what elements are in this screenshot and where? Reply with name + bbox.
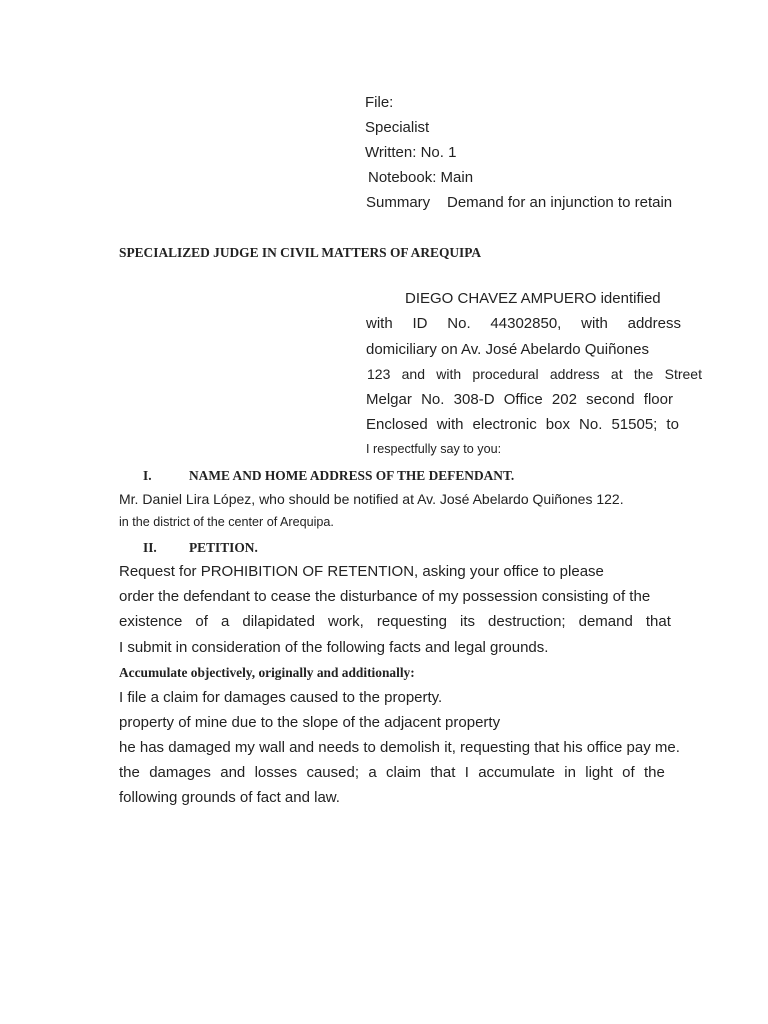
section-1-numeral: I. [143, 468, 152, 483]
petition-line-4: I submit in consideration of the following facts and legal grounds. [119, 639, 549, 656]
word: No. [421, 391, 445, 408]
plaintiff-line-2 [366, 315, 681, 332]
defendant-line-1: Mr. Daniel Lira López, who should be notified at Av. José Abelardo Quiñones 122. [119, 491, 624, 507]
word: address [627, 315, 681, 332]
written-label: Written: No. 1 [365, 144, 457, 161]
word: requesting [376, 613, 447, 630]
summary-text: Demand for an injunction to retain [447, 194, 673, 211]
word: No. [579, 416, 603, 433]
plaintiff-line-3: domiciliary on Av. José Abelardo Quiñones [366, 341, 649, 358]
word: dilapidated [242, 613, 315, 630]
claim-line-5: following grounds of fact and law. [119, 789, 340, 806]
word: I [464, 764, 469, 781]
word: Melgar [366, 391, 412, 408]
word: box [545, 416, 570, 433]
word: light [585, 764, 613, 781]
word: No. [447, 315, 471, 332]
word: and [401, 366, 425, 382]
word: address [549, 366, 600, 382]
plaintiff-line-7: I respectfully say to you: [366, 442, 502, 456]
word: accumulate [478, 764, 555, 781]
word: procedural [472, 366, 539, 382]
claim-line-4 [119, 764, 665, 781]
word: in [564, 764, 576, 781]
word: a [368, 764, 377, 781]
word: its [459, 613, 475, 630]
word: with [436, 416, 464, 433]
word: of [622, 764, 635, 781]
word: floor [643, 391, 673, 408]
word: with [581, 315, 608, 332]
word: existence [119, 613, 183, 630]
word: Street [664, 366, 702, 382]
word: caused; [306, 764, 359, 781]
word: demand [578, 613, 633, 630]
word: the [643, 764, 665, 781]
defendant-line-2: in the district of the center of Arequipa. [119, 515, 334, 529]
file-label: File: [365, 94, 394, 111]
petition-line-3 [119, 613, 671, 630]
plaintiff-line-4 [367, 366, 702, 382]
word: 202 [551, 391, 577, 408]
word: 44302850, [490, 315, 562, 332]
petition-line-2: order the defendant to cease the disturbance of my possession consisting of the [119, 588, 651, 605]
claim-line-1: I file a claim for damages caused to the property. [119, 689, 443, 706]
word: work, [327, 613, 364, 630]
word: second [586, 391, 635, 408]
specialist-label: Specialist [365, 119, 430, 136]
word: ID [412, 315, 428, 332]
section-2-title: PETITION. [189, 540, 258, 555]
claim-line-3: he has damaged my wall and needs to demolish it, requesting that his office pay me. [119, 739, 680, 756]
accumulate-heading: Accumulate objectively, originally and additionally: [119, 665, 415, 680]
word: electronic [472, 416, 537, 433]
claim-line-2: property of mine due to the slope of the adjacent property [119, 714, 501, 731]
word: Office [503, 391, 543, 408]
petition-line-1: Request for PROHIBITION OF RETENTION, asking your office to please [119, 563, 604, 580]
word: with [436, 366, 462, 382]
plaintiff-line-6 [366, 416, 679, 433]
word: losses [254, 764, 298, 781]
word: to [666, 416, 679, 433]
word: Enclosed [366, 416, 428, 433]
word: that [645, 613, 671, 630]
word: of [195, 613, 208, 630]
judge-heading: SPECIALIZED JUDGE IN CIVIL MATTERS OF AREQUIPA [119, 245, 482, 260]
word: a [220, 613, 230, 630]
word: the [633, 366, 654, 382]
section-1-title: NAME AND HOME ADDRESS OF THE DEFENDANT. [189, 468, 515, 483]
plaintiff-line-5 [366, 391, 673, 408]
summary-label: Summary [366, 194, 431, 211]
word: that [430, 764, 456, 781]
word: at [610, 366, 623, 382]
word: the [119, 764, 140, 781]
plaintiff-line-1: DIEGO CHAVEZ AMPUERO identified [405, 290, 661, 307]
notebook-label: Notebook: Main [368, 169, 474, 186]
word: with [366, 315, 393, 332]
word: 123 [367, 366, 391, 382]
word: claim [386, 764, 422, 781]
section-2-numeral: II. [143, 540, 157, 555]
word: and [220, 764, 246, 781]
word: 308-D [453, 391, 495, 408]
word: destruction; [488, 613, 566, 630]
word: damages [149, 764, 211, 781]
word: 51505; [611, 416, 658, 433]
